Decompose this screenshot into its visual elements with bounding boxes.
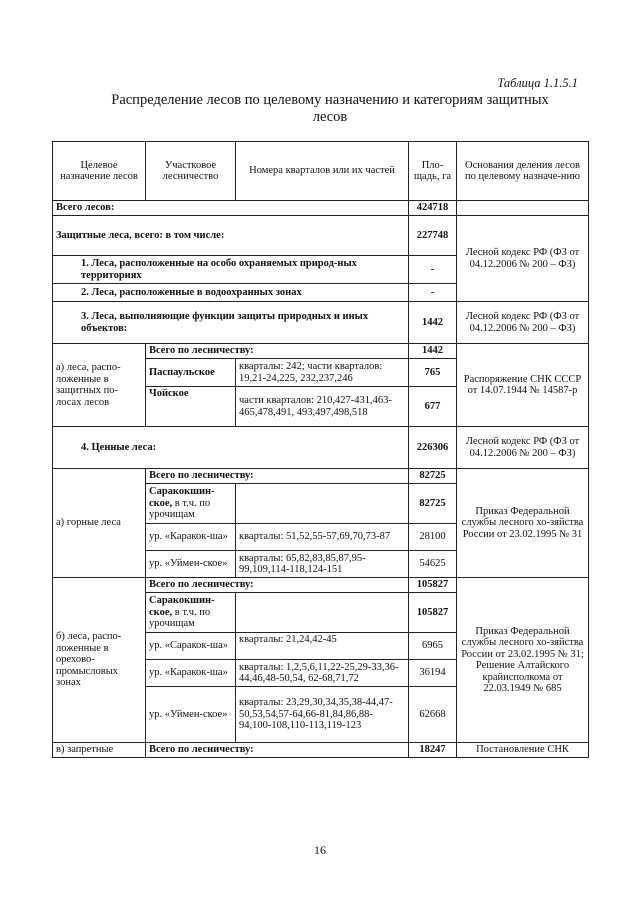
protective-strips-label: а) леса, распо-ложенные в защитных по-лосах лесов xyxy=(53,344,146,427)
section-3-label: 3. Леса, выполняющие функции защиты природных и иных объектов: xyxy=(53,302,409,344)
page-number: 16 xyxy=(314,843,326,857)
section-4-basis: Лесной кодекс РФ (ФЗ от 04.12.2006 № 200 – ФЗ) xyxy=(457,427,589,469)
law-basis: Лесной кодекс РФ (ФЗ от 04.12.2006 № 200 – ФЗ) xyxy=(457,216,589,302)
section-3-basis: Лесной кодекс РФ (ФЗ от 04.12.2006 № 200 – ФЗ) xyxy=(457,302,589,344)
quarters-list: кварталы: 21,24,42-45 xyxy=(236,633,409,660)
table-row xyxy=(53,427,589,469)
tract-name: ур. «Каракок-ша» xyxy=(146,660,236,687)
document-title xyxy=(100,92,560,126)
forestry-name xyxy=(146,484,236,524)
area-value: 28100 xyxy=(409,524,457,551)
forestry-name-note: в т.ч. по урочищам xyxy=(149,606,211,630)
section-3-area: 1442 xyxy=(409,302,457,344)
mountain-total-label: Всего по лесничеству: xyxy=(146,469,409,484)
quarters-list: кварталы: 51,52,55-57,69,70,73-87 xyxy=(236,524,409,551)
section-1-label: 1. Леса, расположенные на особо охраняемых природ-ных территориях xyxy=(53,256,409,284)
area-value: 105827 xyxy=(409,593,457,633)
table-row xyxy=(53,344,589,359)
forestry-name: Чойское xyxy=(146,387,236,427)
nut-total-area: 105827 xyxy=(409,578,457,593)
strips-basis: Распоряжение СНК СССР от 14.07.1944 № 14587-р xyxy=(457,344,589,427)
total-forests-label: Всего лесов: xyxy=(53,201,409,216)
forestry-name-bold: Саракокшин-ское, xyxy=(149,595,215,618)
table-row xyxy=(53,216,589,256)
area-value: 54625 xyxy=(409,551,457,578)
forest-distribution-table xyxy=(52,141,589,758)
tract-name: ур. «Саракок-ша» xyxy=(146,633,236,660)
mountain-total-area: 82725 xyxy=(409,469,457,484)
prohibited-label: в) запретные xyxy=(53,743,146,758)
empty-cell xyxy=(457,201,589,216)
table-row xyxy=(53,201,589,216)
quarters-list: части кварталов: 210,427-431,463-465,478,491, 493,497,498,518 xyxy=(236,387,409,427)
section-1-area: - xyxy=(409,256,457,284)
header-area: Пло-щадь, га xyxy=(409,142,457,201)
header-forestry: Участковое лесничество xyxy=(146,142,236,201)
area-value: 677 xyxy=(409,387,457,427)
quarters-list: кварталы: 65,82,83,85,87,95-99,109,114-118,124-151 xyxy=(236,551,409,578)
prohibited-total-label: Всего по лесничеству: xyxy=(146,743,409,758)
tract-name: ур. «Уймен-ское» xyxy=(146,551,236,578)
quarters-list: кварталы: 242; части кварталов: 19,21-24,225, 232,237,246 xyxy=(236,359,409,387)
table-row xyxy=(53,578,589,593)
title-line-2: лесов xyxy=(312,109,348,125)
mountain-forests-label: а) горные леса xyxy=(53,469,146,578)
section-4-area: 226306 xyxy=(409,427,457,469)
forestry-name-note: в т.ч. по урочищам xyxy=(149,497,211,521)
header-quarters: Номера кварталов или их частей xyxy=(236,142,409,201)
nut-total-label: Всего по лесничеству: xyxy=(146,578,409,593)
tract-name: ур. «Каракок-ша» xyxy=(146,524,236,551)
prohibited-basis: Постановление СНК xyxy=(457,743,589,758)
forestry-name: Паспаульское xyxy=(146,359,236,387)
quarters-list: кварталы: 23,29,30,34,35,38-44,47-50,53,54,57-64,66-81,84,86,88-94,100-108,110-113,119-123 xyxy=(236,687,409,743)
table-row xyxy=(53,743,589,758)
mountain-basis: Приказ Федеральной службы лесного хо-зяйства России от 23.02.1995 № 31 xyxy=(457,469,589,578)
quarters-list: кварталы: 1,2,5,6,11,22-25,29-33,36-44,46,48-50,54, 62-68,71,72 xyxy=(236,660,409,687)
nut-basis: Приказ Федеральной службы лесного хо-зяйства России от 23.02.1995 № 31; Решение Алтайского крайисполкома от 22.03.1949 № 685 xyxy=(457,578,589,743)
section-2-area: - xyxy=(409,284,457,302)
header-purpose: Целевое назначение лесов xyxy=(53,142,146,201)
area-value: 62668 xyxy=(409,687,457,743)
area-value: 82725 xyxy=(409,484,457,524)
table-row xyxy=(53,302,589,344)
forestry-name-bold: Саракокшин-ское, xyxy=(149,486,215,509)
section-4-label: 4. Ценные леса: xyxy=(53,427,409,469)
table-label: Таблица 1.1.5.1 xyxy=(497,76,578,90)
strips-total-label: Всего по лесничеству: xyxy=(146,344,409,359)
protective-forests-area: 227748 xyxy=(409,216,457,256)
area-value: 36194 xyxy=(409,660,457,687)
strips-total-area: 1442 xyxy=(409,344,457,359)
prohibited-total-area: 18247 xyxy=(409,743,457,758)
header-basis: Основания деления лесов по целевому назначе-нию xyxy=(457,142,589,201)
nut-forests-label: б) леса, распо-ложенные в орехово-промысловых зонах xyxy=(53,578,146,743)
area-value: 765 xyxy=(409,359,457,387)
empty-cell xyxy=(236,484,409,524)
section-2-label: 2. Леса, расположенные в водоохранных зонах xyxy=(53,284,409,302)
table-row xyxy=(53,469,589,484)
tract-name: ур. «Уймен-ское» xyxy=(146,687,236,743)
title-line-1: Распределение лесов по целевому назначению и категориям защитных xyxy=(111,92,549,108)
area-value: 6965 xyxy=(409,633,457,660)
empty-cell xyxy=(236,593,409,633)
total-forests-area: 424718 xyxy=(409,201,457,216)
protective-forests-label: Защитные леса, всего: в том числе: xyxy=(53,216,409,256)
header-row xyxy=(53,142,589,201)
forestry-name xyxy=(146,593,236,633)
